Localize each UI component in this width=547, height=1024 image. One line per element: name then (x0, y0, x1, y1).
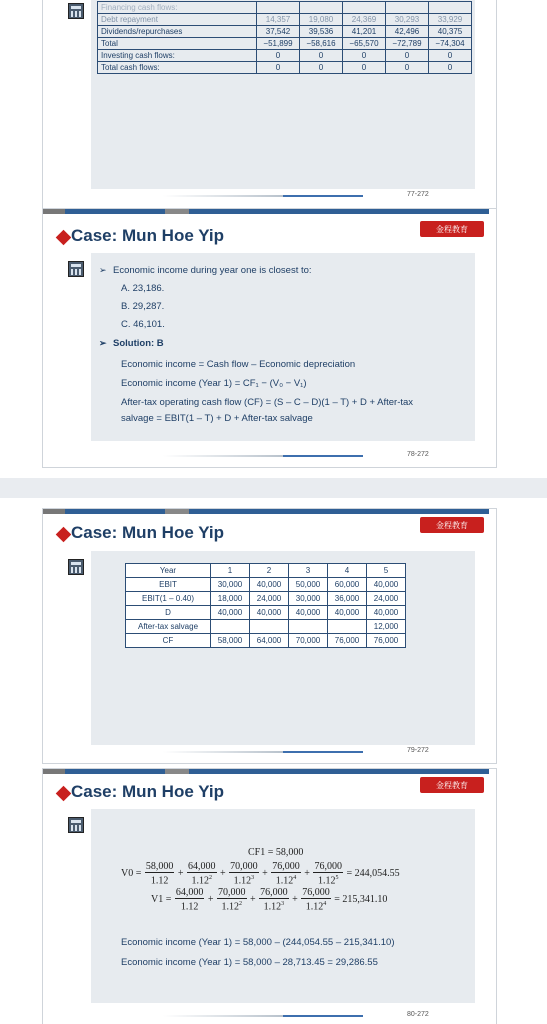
footer-line (163, 455, 283, 457)
denominator (313, 873, 343, 886)
row-label: EBIT(1 – 0.40) (126, 592, 211, 606)
numerator: 76,000 (272, 861, 300, 872)
table-row (126, 620, 406, 634)
table-cell (211, 620, 250, 634)
table-row (98, 38, 472, 50)
table-cell: −72,789 (386, 38, 429, 50)
denominator-base: 1.12 (150, 875, 169, 887)
table-cell: 37,542 (257, 26, 300, 38)
slide-title: Case: Mun Hoe Yip (71, 782, 225, 801)
footer-line (163, 195, 283, 197)
numerator: 76,000 (314, 861, 342, 872)
table-cell: −74,304 (429, 38, 472, 50)
row-label: Total cash flows: (98, 62, 257, 74)
table-cell: 40,000 (250, 606, 289, 620)
company-logo: 金程教育 (420, 777, 484, 793)
plus-sign: + (247, 893, 259, 905)
option-a: A. 23,186. (121, 283, 165, 294)
footer-line (283, 455, 363, 457)
table-cell: 0 (257, 62, 300, 74)
economic-income-line: Economic income (Year 1) = 58,000 – (244,054.55 – 215,341.10) (121, 937, 395, 948)
company-logo: 金程教育 (420, 221, 484, 237)
cf1-equation: CF1 = 58,000 (248, 847, 304, 858)
exponent: 2 (209, 875, 213, 881)
table-cell: 60,000 (328, 578, 367, 592)
page-number: 80-272 (407, 1011, 429, 1018)
table-cell: 70,000 (289, 634, 328, 648)
denominator-base: 1.12 (191, 875, 210, 887)
slide-78 (42, 208, 497, 468)
table-cell: 42,496 (386, 26, 429, 38)
table-cell: 40,000 (367, 578, 406, 592)
table-cell: 40,000 (367, 606, 406, 620)
fraction (187, 861, 217, 886)
table-cell: 0 (429, 62, 472, 74)
v0-label: V0 = (121, 867, 142, 879)
fraction (313, 861, 343, 886)
exponent: 4 (323, 901, 327, 907)
denominator-base: 1.12 (180, 901, 199, 913)
option-b: B. 29,287. (121, 301, 165, 312)
footer-line (283, 751, 363, 753)
v1-equation (151, 887, 387, 912)
table-cell: −51,899 (257, 38, 300, 50)
row-label: After-tax salvage (126, 620, 211, 634)
footer-line (163, 751, 283, 753)
row-label: Dividends/repurchases (98, 26, 257, 38)
v0-result: = 244,054.55 (346, 867, 400, 879)
calculator-icon (68, 3, 84, 19)
table-cell: 0 (386, 62, 429, 74)
slide-title: Case: Mun Hoe Yip (71, 226, 225, 245)
table-cell: −65,570 (343, 38, 386, 50)
calculator-icon (68, 261, 84, 277)
header-cell: 2 (250, 564, 289, 578)
economic-income-line: Economic income (Year 1) = 58,000 – 28,713.45 = 29,286.55 (121, 957, 378, 968)
header-cell: 4 (328, 564, 367, 578)
top-bar (43, 509, 496, 514)
header-label: Year (126, 564, 211, 578)
title-diamond-icon (56, 527, 72, 543)
table-cell (257, 2, 300, 14)
table-row (126, 634, 406, 648)
row-label: Investing cash flows: (98, 50, 257, 62)
table-cell: 0 (343, 62, 386, 74)
table-cell: 36,000 (328, 592, 367, 606)
cash-flow-table (97, 1, 472, 74)
table-cell: 0 (300, 62, 343, 74)
solution-line: salvage = EBIT(1 – T) + D + After-tax salvage (121, 413, 313, 424)
solution-line: Economic income (Year 1) = CF₁ − (V₀ − V₁) (121, 378, 307, 389)
denominator-base: 1.12 (317, 875, 336, 887)
top-bar (43, 769, 496, 774)
table-row (98, 62, 472, 74)
top-bar (43, 209, 496, 214)
table-cell (300, 2, 343, 14)
table-cell: 18,000 (211, 592, 250, 606)
table-cell: 0 (343, 50, 386, 62)
numerator: 58,000 (145, 861, 174, 872)
table-cell: 64,000 (250, 634, 289, 648)
table-cell: 39,536 (300, 26, 343, 38)
v0-equation (121, 861, 400, 886)
table-row (98, 14, 472, 26)
row-label: D (126, 606, 211, 620)
denominator (217, 899, 247, 912)
table-cell: 12,000 (367, 620, 406, 634)
table-cell: 41,201 (343, 26, 386, 38)
numerator: 70,000 (218, 887, 246, 898)
footer-line (163, 1015, 283, 1017)
fraction (145, 861, 175, 886)
table-cell: 30,000 (289, 592, 328, 606)
option-c: C. 46,101. (121, 319, 165, 330)
table-row (126, 592, 406, 606)
v1-result: = 215,341.10 (334, 893, 388, 905)
solution-label: ➢ Solution: B (113, 338, 164, 349)
cash-flow-table (125, 563, 406, 648)
table-cell: 19,080 (300, 14, 343, 26)
plus-sign: + (205, 893, 217, 905)
title-diamond-icon (56, 786, 72, 802)
table-cell: 40,000 (289, 606, 328, 620)
company-logo: 金程教育 (420, 517, 484, 533)
table-row (126, 606, 406, 620)
table-cell: 24,369 (343, 14, 386, 26)
plus-sign: + (301, 867, 313, 879)
solution-line: Economic income = Cash flow – Economic depreciation (121, 359, 356, 370)
exponent: 3 (281, 901, 285, 907)
table-cell: −58,616 (300, 38, 343, 50)
table-cell (429, 2, 472, 14)
row-label: Debt repayment (98, 14, 257, 26)
denominator (175, 899, 205, 912)
plus-sign: + (175, 867, 187, 879)
numerator: 76,000 (260, 887, 288, 898)
fraction (301, 887, 331, 912)
table-cell (386, 2, 429, 14)
slide-gap (0, 478, 547, 498)
table-cell: 30,293 (386, 14, 429, 26)
table-cell: 30,000 (211, 578, 250, 592)
fraction (259, 887, 289, 912)
row-label: Financing cash flows: (98, 2, 257, 14)
plus-sign: + (217, 867, 229, 879)
solution-line: After-tax operating cash flow (CF) = (S – C – D)(1 – T) + D + After-tax (121, 397, 414, 408)
page-number: 77-272 (407, 191, 429, 198)
header-cell: 3 (289, 564, 328, 578)
table-cell: 0 (257, 50, 300, 62)
denominator-base: 1.12 (263, 901, 282, 913)
exponent: 2 (239, 901, 243, 907)
exponent: 4 (293, 875, 297, 881)
denominator (301, 899, 331, 912)
page-number: 78-272 (407, 451, 429, 458)
header-cell: 5 (367, 564, 406, 578)
calculator-icon (68, 817, 84, 833)
table-cell: 50,000 (289, 578, 328, 592)
table-row (98, 2, 472, 14)
table-cell: 0 (300, 50, 343, 62)
table-cell (289, 620, 328, 634)
table-cell (343, 2, 386, 14)
table-cell (328, 620, 367, 634)
denominator (145, 873, 175, 886)
plus-sign: + (259, 867, 271, 879)
calculator-icon (68, 559, 84, 575)
numerator: 64,000 (188, 861, 216, 872)
fraction (229, 861, 259, 886)
denominator-base: 1.12 (221, 901, 240, 913)
exponent: 5 (335, 875, 339, 881)
table-cell (250, 620, 289, 634)
table-cell: 24,000 (367, 592, 406, 606)
slide-80 (42, 768, 497, 1024)
numerator: 76,000 (302, 887, 330, 898)
denominator-base: 1.12 (305, 901, 324, 913)
table-cell: 0 (386, 50, 429, 62)
table-cell: 40,000 (250, 578, 289, 592)
table-cell: 24,000 (250, 592, 289, 606)
table-cell: 0 (429, 50, 472, 62)
table-cell: 58,000 (211, 634, 250, 648)
fraction (271, 861, 301, 886)
denominator (187, 873, 217, 886)
numerator: 64,000 (175, 887, 204, 898)
denominator-base: 1.12 (233, 875, 252, 887)
table-row (126, 578, 406, 592)
fraction (217, 887, 247, 912)
row-label: EBIT (126, 578, 211, 592)
denominator (229, 873, 259, 886)
fraction (175, 887, 205, 912)
row-label: Total (98, 38, 257, 50)
exponent: 3 (251, 875, 255, 881)
page-number: 79-272 (407, 747, 429, 754)
header-cell: 1 (211, 564, 250, 578)
table-row (98, 26, 472, 38)
table-cell: 76,000 (367, 634, 406, 648)
denominator (271, 873, 301, 886)
slide-title: Case: Mun Hoe Yip (71, 523, 225, 542)
denominator (259, 899, 289, 912)
table-row (98, 50, 472, 62)
table-cell: 40,000 (328, 606, 367, 620)
numerator: 70,000 (230, 861, 258, 872)
table-cell: 76,000 (328, 634, 367, 648)
title-diamond-icon (56, 230, 72, 246)
footer-line (283, 1015, 363, 1017)
slide-79 (42, 508, 497, 764)
row-label: CF (126, 634, 211, 648)
plus-sign: + (289, 893, 301, 905)
table-cell: 33,929 (429, 14, 472, 26)
question-text: ➢ Economic income during year one is closest to: (113, 265, 312, 276)
denominator-base: 1.12 (275, 875, 294, 887)
slide-77 (42, 0, 497, 210)
table-cell: 40,000 (211, 606, 250, 620)
footer-line (283, 195, 363, 197)
v1-label: V1 = (151, 893, 172, 905)
table-cell: 14,357 (257, 14, 300, 26)
table-cell: 40,375 (429, 26, 472, 38)
